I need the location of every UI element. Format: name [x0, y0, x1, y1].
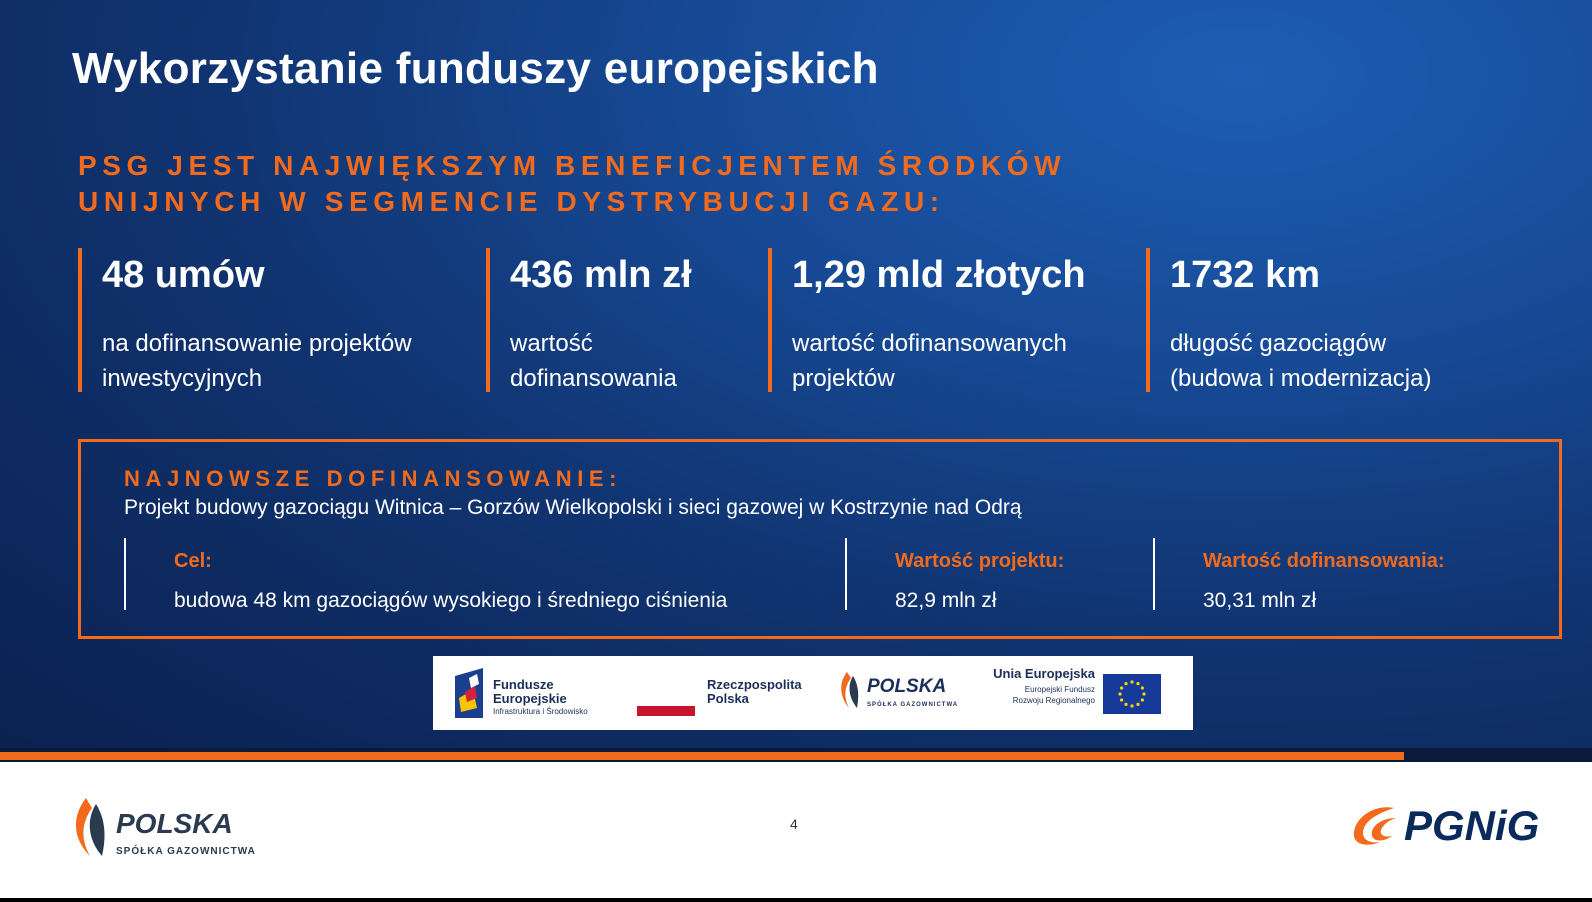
fe-sub: Infrastruktura i Środowisko: [493, 707, 588, 716]
stat-description: [102, 326, 412, 396]
stat-funding: [486, 248, 692, 392]
psg-footer-logo: [70, 796, 256, 863]
fe-line: Europejskie: [493, 691, 567, 706]
subtitle-line-2: UNIJNYCH W SEGMENCIE DYSTRYBUCJI GAZU:: [78, 186, 945, 217]
stat-desc-line: dofinansowania: [510, 365, 677, 392]
goal-value: budowa 48 km gazociągów wysokiego i średniego ciśnienia: [174, 589, 728, 612]
fe-line: Fundusze: [493, 677, 554, 692]
eu-stars-icon: [1103, 674, 1161, 714]
stat-pipeline-length: [1146, 248, 1431, 392]
project-value-label: Wartość projektu:: [895, 550, 1065, 572]
subtitle-line-1: PSG JEST NAJWIĘKSZYM BENEFICJENTEM ŚRODKÓW: [78, 150, 1067, 181]
funding-value-label: Wartość dofinansowania:: [1203, 550, 1445, 572]
project-value-block: [845, 538, 1151, 610]
pgnig-swirl-icon: [1350, 802, 1400, 850]
psg-footer-name: POLSKA: [116, 808, 233, 839]
psg-small-sub: SPÓŁKA GAZOWNICTWA: [867, 702, 959, 708]
psg-small-name: POLSKA: [867, 676, 947, 697]
stat-description: [1170, 326, 1431, 396]
stat-desc-line: inwestycyjnych: [102, 365, 263, 392]
funding-logos-bar: [433, 656, 1193, 730]
stat-desc-line: wartość: [510, 330, 593, 357]
rp-line: Polska: [707, 691, 749, 706]
stat-description: [510, 326, 692, 396]
stat-project-value: [768, 248, 1086, 392]
eu-sub-line: Europejski Fundusz: [1024, 685, 1095, 694]
slide-footer: [0, 762, 1592, 898]
funding-value-block: [1153, 538, 1533, 610]
eu-sub-line: Rozwoju Regionalnego: [1012, 696, 1095, 705]
stat-desc-line: długość gazociągów: [1170, 330, 1387, 357]
polish-flag-icon: [637, 696, 695, 716]
rp-name: [707, 678, 802, 706]
fe-name: [493, 678, 567, 706]
fe-flag-icon: [455, 668, 483, 718]
stat-value: 1,29 mld złotych: [792, 254, 1086, 296]
eu-name: Unia Europejska: [993, 666, 1095, 681]
stat-value: 1732 km: [1170, 254, 1321, 296]
slide-subtitle: [78, 148, 1178, 220]
stat-contracts: [78, 248, 412, 392]
stat-value: 436 mln zł: [510, 254, 692, 296]
funding-value-amount: 30,31 mln zł: [1203, 589, 1317, 612]
page-number: 4: [790, 816, 798, 832]
psg-footer-sub: SPÓŁKA GAZOWNICTWA: [116, 846, 256, 857]
rp-line: Rzeczpospolita: [707, 677, 802, 692]
latest-project-title: Projekt budowy gazociągu Witnica – Gorzów Wielkopolski i sieci gazowej w Kostrzynie nad Odrą: [124, 496, 1022, 519]
latest-funding-label: NAJNOWSZE DOFINANSOWANIE:: [124, 466, 623, 491]
psg-small-logo: [837, 670, 959, 715]
stat-value: 48 umów: [102, 254, 265, 296]
stat-desc-line: (budowa i modernizacja): [1170, 365, 1432, 392]
flame-logo-icon: [837, 670, 861, 710]
stat-description: [792, 326, 1086, 396]
footer-band-navy: [1404, 752, 1592, 760]
footer-bottom-line: [0, 898, 1592, 902]
stat-desc-line: na dofinansowanie projektów: [102, 330, 412, 357]
flame-logo-icon: [70, 796, 110, 858]
pgnig-name: PGNiG: [1404, 802, 1540, 849]
footer-band-orange: [0, 752, 1592, 760]
stat-desc-line: projektów: [792, 365, 895, 392]
goal-block: [124, 538, 836, 610]
project-value-amount: 82,9 mln zł: [895, 589, 997, 612]
eu-sub: [945, 684, 1095, 706]
goal-label: Cel:: [174, 550, 212, 572]
pgnig-logo: [1350, 802, 1540, 855]
slide-title: Wykorzystanie funduszy europejskich: [72, 44, 879, 93]
latest-funding-box: [78, 439, 1562, 639]
stat-desc-line: wartość dofinansowanych: [792, 330, 1067, 357]
